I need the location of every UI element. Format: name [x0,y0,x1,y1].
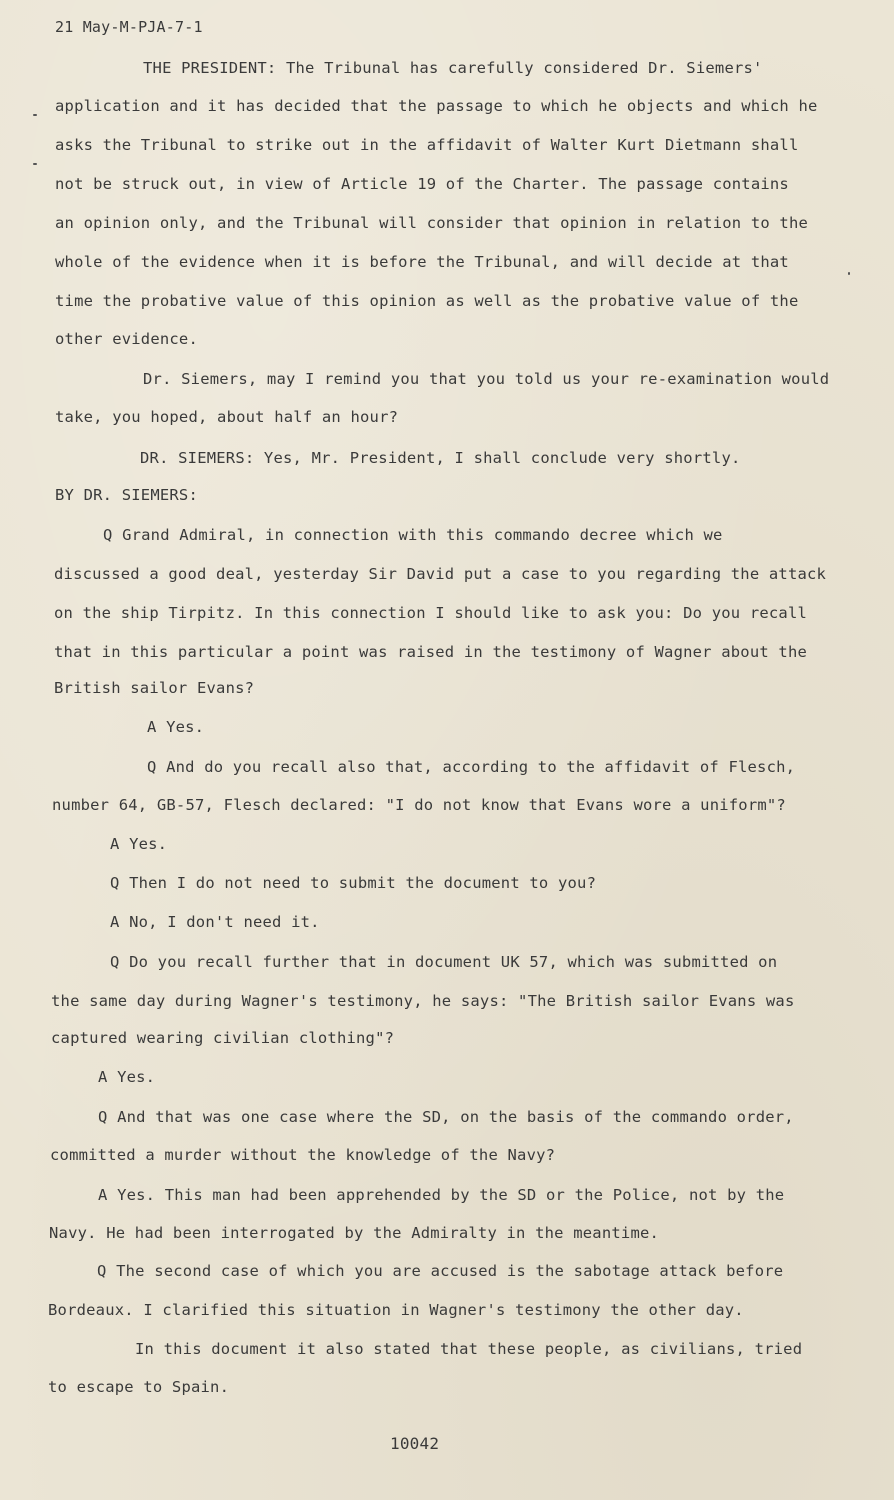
text-line: to escape to Spain. [48,1378,230,1396]
text-line: Navy. He had been interrogated by the Admiralty in the meantime. [49,1224,660,1242]
text-line: In this document it also stated that these people, as civilians, tried [135,1340,803,1358]
answer-line: A No, I don't need it. [110,913,320,931]
question-line: Q And that was one case where the SD, on the basis of the commando order, [98,1108,794,1126]
text-line: committed a murder without the knowledge of the Navy? [50,1146,556,1164]
text-line: Dr. Siemers, may I remind you that you told us your re-examination would [143,370,830,388]
ink-speck [848,272,850,275]
text-line: the same day during Wagner's testimony, he says: "The British sailor Evans was [51,992,795,1010]
text-line: time the probative value of this opinion as well as the probative value of the [55,292,799,310]
question-line: Q Do you recall further that in document UK 57, which was submitted on [110,953,778,971]
text-line: an opinion only, and the Tribunal will consider that opinion in relation to the [55,214,809,232]
text-line: take, you hoped, about half an hour? [55,408,399,426]
question-line: Q And do you recall also that, according to the affidavit of Flesch, [147,758,796,776]
text-line: THE PRESIDENT: The Tribunal has carefully considered Dr. Siemers' [143,59,763,77]
text-line: asks the Tribunal to strike out in the affidavit of Walter Kurt Dietmann shall [55,136,799,154]
ink-speck [33,163,37,165]
answer-line: A Yes. [98,1068,156,1086]
text-line: British sailor Evans? [54,679,255,697]
question-line: Q The second case of which you are accused is the sabotage attack before [97,1262,784,1280]
text-line: captured wearing civilian clothing"? [51,1029,395,1047]
question-line: Q Then I do not need to submit the document to you? [110,874,597,892]
document-reference: 21 May-M-PJA-7-1 [55,18,203,36]
text-line: that in this particular a point was raised in the testimony of Wagner about the [54,643,808,661]
text-line: whole of the evidence when it is before the Tribunal, and will decide at that [55,253,789,271]
text-line: DR. SIEMERS: Yes, Mr. President, I shall conclude very shortly. [140,449,741,467]
text-line: Bordeaux. I clarified this situation in Wagner's testimony the other day. [48,1301,744,1319]
question-line: Q Grand Admiral, in connection with this commando decree which we [103,526,723,544]
page-number: 10042 [390,1434,440,1453]
ink-speck [33,114,37,116]
text-line: application and it has decided that the passage to which he objects and which he [55,97,818,115]
answer-line: A Yes. [110,835,168,853]
text-line: discussed a good deal, yesterday Sir David put a case to you regarding the attack [54,565,827,583]
answer-line: A Yes. [147,718,205,736]
text-line: number 64, GB-57, Flesch declared: "I do not know that Evans wore a uniform"? [52,796,786,814]
text-line: on the ship Tirpitz. In this connection I should like to ask you: Do you recall [54,604,808,622]
text-line: BY DR. SIEMERS: [55,486,198,504]
text-line: other evidence. [55,330,198,348]
text-line: not be struck out, in view of Article 19 of the Charter. The passage contains [55,175,789,193]
answer-line: A Yes. This man had been apprehended by the SD or the Police, not by the [98,1186,785,1204]
